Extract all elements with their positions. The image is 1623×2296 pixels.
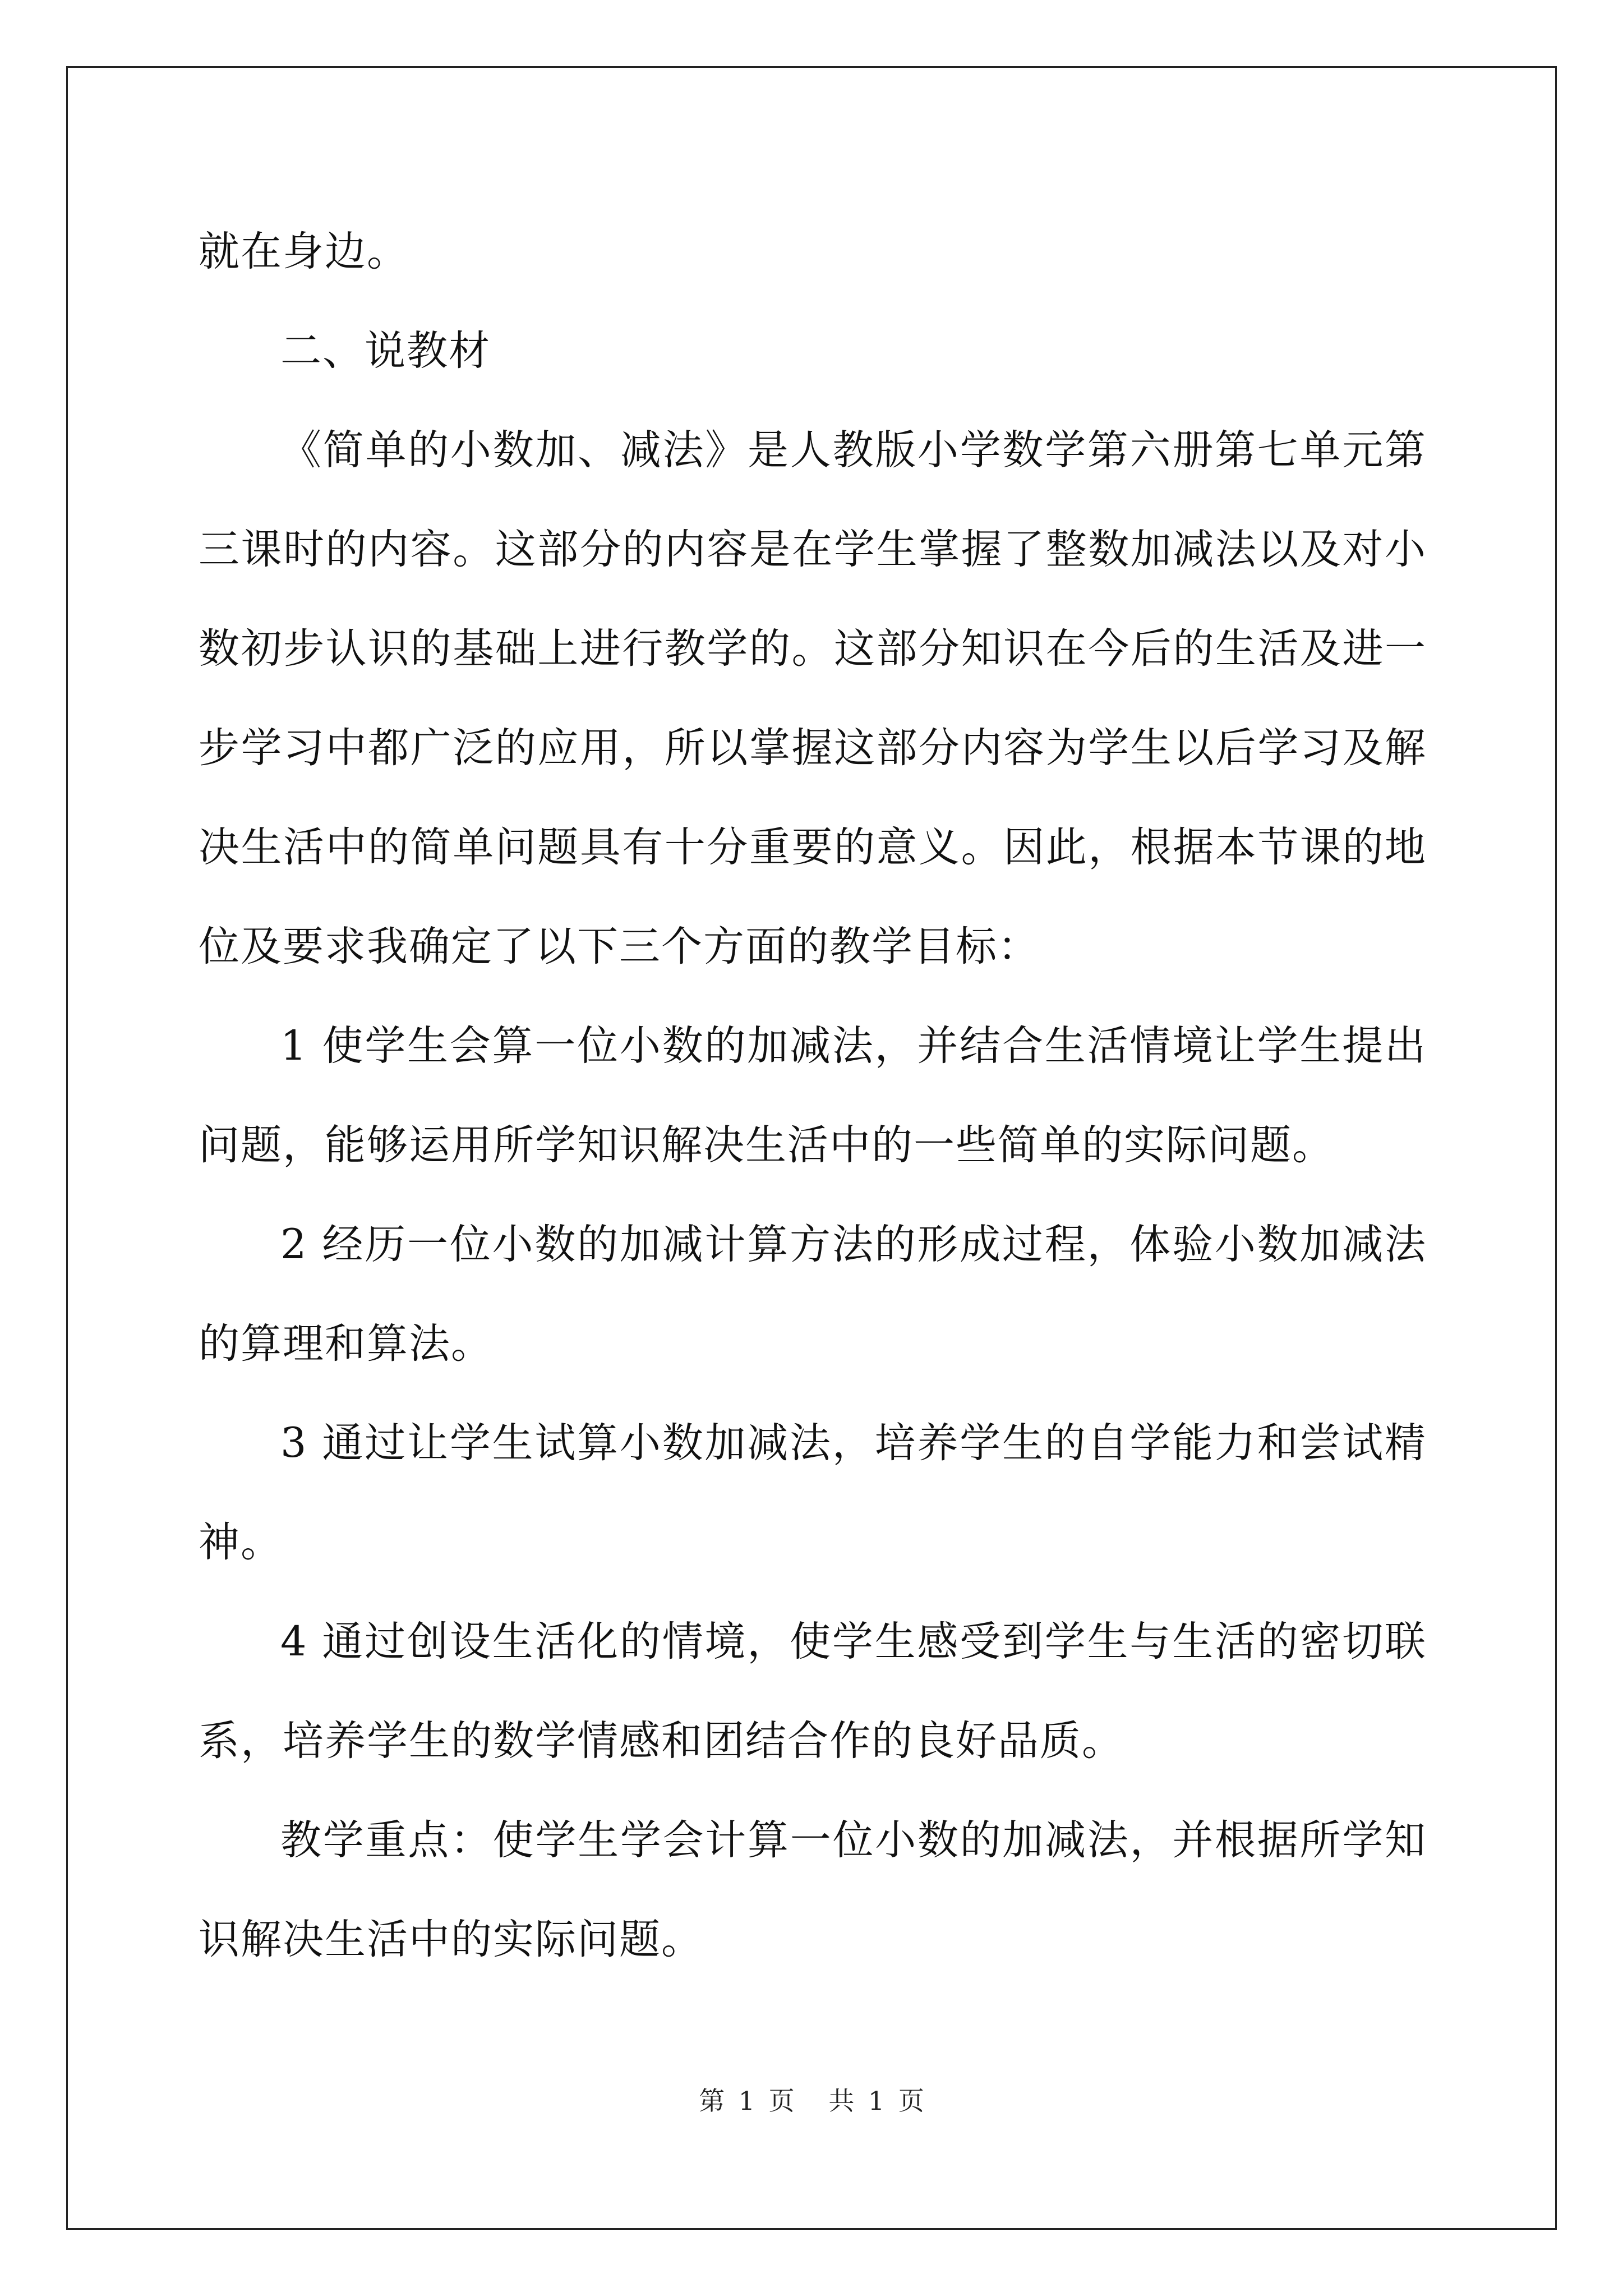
section-heading: 二、说教材: [280, 327, 491, 375]
page-number: 第 1 页: [699, 2086, 795, 2116]
paragraph-goal-2: 2 经历一位小数的加减计算方法的形成过程，体验小数加减法的算理和算法。: [199, 1221, 1427, 1368]
document-body: [199, 202, 1427, 1989]
page-footer: [0, 2084, 1623, 2118]
paragraph-goal-4: 4 通过创设生活化的情境，使学生感受到学生与生活的密切联系，培养学生的数学情感和团结合作的良好品质。: [199, 1618, 1427, 1765]
paragraph-goal-1: 1 使学生会算一位小数的加减法，并结合生活情境让学生提出问题，能够运用所学知识解决生活中的一些简单的实际问题。: [199, 1022, 1427, 1169]
page-total: 共 1 页: [828, 2086, 924, 2116]
paragraph-teaching-focus: 教学重点：使学生学会计算一位小数的加减法，并根据所学知识解决生活中的实际问题。: [199, 1816, 1427, 1963]
paragraph-continuation: 就在身边。: [199, 228, 409, 275]
paragraph-goal-3: 3 通过让学生试算小数加减法，培养学生的自学能力和尝试精神。: [199, 1419, 1427, 1566]
paragraph-textbook-intro: 《简单的小数加、减法》是人教版小学数学第六册第七单元第三课时的内容。这部分的内容是在学生掌握了整数加减法以及对小数初步认识的基础上进行教学的。这部分知识在今后的生活及进一步学习中都广泛的应用，所以掌握这部分内容为学生以后学习及解决生活中的简单问题具有十分重要的意义。因此，根据本节课的地位及要求我确定了以下三个方面的教学目标：: [199, 426, 1427, 970]
